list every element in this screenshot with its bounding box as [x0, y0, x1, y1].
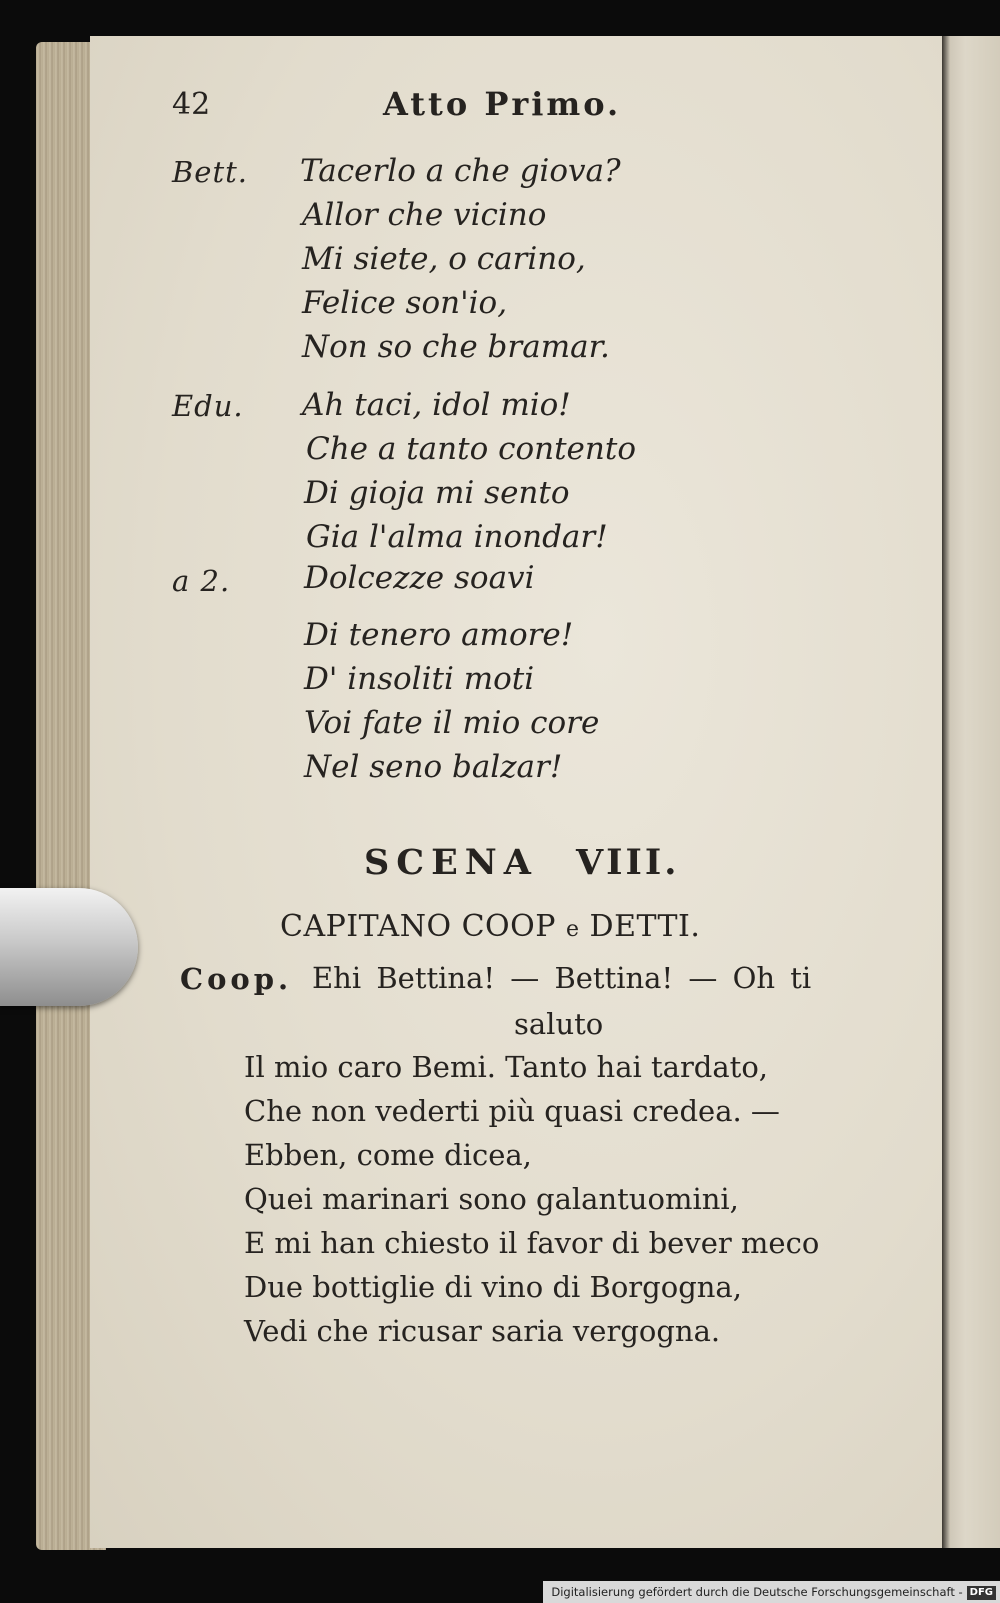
dialogue-line: Due bottiglie di vino di Borgogna, — [244, 1270, 742, 1304]
speaker-label: Coop. — [180, 962, 293, 996]
page-holder-clip — [0, 888, 138, 1006]
verse-line: Nel seno balzar! — [304, 749, 563, 785]
verse-line: Di tenero amore! — [304, 617, 574, 653]
verse-line: D' insoliti moti — [304, 661, 535, 697]
verse-line: Di gioja mi sento — [304, 475, 570, 511]
credit-text: Digitalisierung gefördert durch die Deutsche Forschungsgemeinschaft - — [551, 1585, 963, 1599]
verse-line: Tacerlo a che giova? — [300, 153, 621, 189]
speaker-label: a 2. — [172, 564, 231, 598]
dialogue-line: Quei marinari sono galantuomini, — [244, 1182, 739, 1216]
dialogue-line: E mi han chiesto il favor di bever meco — [244, 1226, 820, 1260]
verse-line: Felice son'io, — [302, 285, 508, 321]
page-number: 42 — [172, 87, 211, 122]
running-head: Atto Primo. — [383, 85, 622, 123]
scene-number: VIII. — [575, 842, 680, 883]
scene-characters — [280, 909, 701, 944]
conjunction: e — [565, 917, 580, 942]
speaker-label: Edu. — [172, 389, 244, 423]
verse-line: Voi fate il mio core — [304, 705, 600, 741]
dialogue-line: Ebben, come dicea, — [244, 1138, 532, 1172]
scene-word: SCENA — [364, 842, 538, 883]
dialogue-line: Vedi che ricusar saria vergogna. — [244, 1314, 721, 1348]
dfg-logo: DFG — [967, 1586, 996, 1600]
verse-line: Gia l'alma inondar! — [306, 519, 608, 555]
verse-line: Non so che bramar. — [302, 329, 610, 365]
dialogue-line: saluto — [514, 1007, 604, 1041]
digitization-credit — [543, 1581, 1000, 1603]
facing-page-edge — [942, 36, 1000, 1548]
dialogue-line: Ehi Bettina! — Bettina! — Oh ti — [312, 961, 812, 995]
verse-line: Allor che vicino — [302, 197, 547, 233]
verse-line: Mi siete, o carino, — [302, 241, 586, 277]
dialogue-line: Il mio caro Bemi. Tanto hai tardato, — [244, 1050, 768, 1084]
speaker-label: Bett. — [172, 155, 248, 189]
verse-line: Dolcezze soavi — [304, 560, 535, 596]
character-names: CAPITANO COOP — [280, 909, 556, 944]
verse-line: Ah taci, idol mio! — [302, 387, 571, 423]
verse-line: Che a tanto contento — [306, 431, 636, 467]
scene-heading — [364, 842, 680, 883]
dialogue-line: Che non vederti più quasi credea. — — [244, 1094, 780, 1128]
character-names: DETTI. — [589, 909, 701, 944]
